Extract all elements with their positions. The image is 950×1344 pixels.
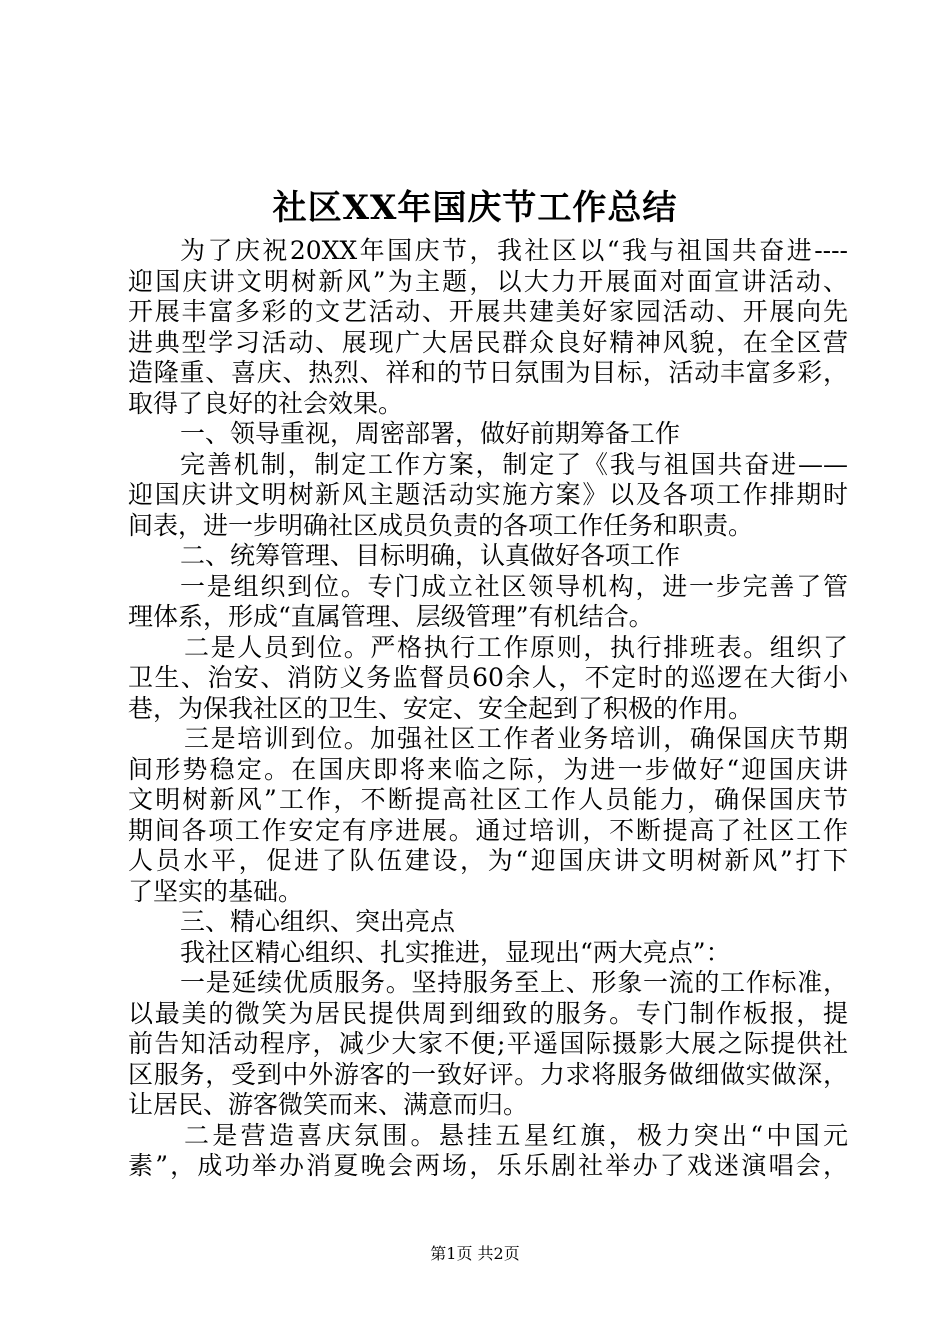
paragraph-line: 文明树新风”工作，不断提高社区工作人员能力，确保国庆节	[128, 785, 848, 814]
paragraph-line: 巷，为保我社区的卫生、安定、安全起到了积极的作用。	[128, 693, 754, 723]
paragraph-line: 间形势稳定。在国庆即将来临之际，为进一步做好“迎国庆讲	[128, 754, 848, 784]
paragraph-line: 三是培训到位。加强社区工作者业务培训，确保国庆节期	[184, 724, 848, 753]
paragraph-line: 二是人员到位。严格执行工作原则，执行排班表。组织了	[184, 632, 848, 662]
section-heading: 一、领导重视，周密部署，做好前期筹备工作	[180, 419, 681, 448]
paragraph-line: 间表，进一步明确社区成员负责的各项工作任务和职责。	[128, 510, 754, 540]
document-body	[128, 236, 848, 1182]
paragraph-line: 理体系，形成“直属管理、层级管理”有机结合。	[128, 602, 654, 631]
paragraph-line: 以最美的微笑为居民提供周到细致的服务。专门制作板报，提	[128, 998, 848, 1028]
paragraph-line: 区服务，受到中外游客的一致好评。力求将服务做细做实做深，	[128, 1059, 848, 1089]
paragraph-line: 期间各项工作安定有序进展。通过培训，不断提高了社区工作	[128, 815, 848, 845]
section-heading: 三、精心组织、突出亮点	[180, 907, 456, 936]
paragraph-line: 开展丰富多彩的文艺活动、开展共建美好家园活动、开展向先	[128, 297, 848, 326]
paragraph-line: 造隆重、喜庆、热烈、祥和的节日氛围为目标，活动丰富多彩，	[128, 358, 848, 387]
paragraph-line: 一是组织到位。专门成立社区领导机构，进一步完善了管	[180, 571, 848, 601]
paragraph-line: 了坚实的基础。	[128, 876, 304, 906]
page-number: 第1页 共2页	[430, 1244, 520, 1263]
paragraph-line: 卫生、治安、消防义务监督员60余人，不定时的巡逻在大街小	[128, 663, 848, 692]
paragraph-line: 取得了良好的社会效果。	[128, 388, 404, 418]
paragraph-line: 二是营造喜庆氛围。悬挂五星红旗，极力突出“中国元	[184, 1120, 848, 1150]
paragraph-line: 人员水平，促进了队伍建设，为“迎国庆讲文明树新风”打下	[128, 846, 848, 875]
paragraph-line: 一是延续优质服务。坚持服务至上、形象一流的工作标准，	[180, 968, 848, 997]
paragraph-line: 让居民、游客微笑而来、满意而归。	[128, 1090, 529, 1119]
paragraph-line: 进典型学习活动、展现广大居民群众良好精神风貌，在全区营	[128, 327, 848, 357]
paragraph-line: 迎国庆讲文明树新风主题活动实施方案》以及各项工作排期时	[128, 480, 848, 509]
paragraph-line: 迎国庆讲文明树新风”为主题，以大力开展面对面宣讲活动、	[128, 266, 848, 296]
paragraph-line: 完善机制，制定工作方案，制定了《我与祖国共奋进——	[180, 449, 848, 479]
paragraph-line: 前告知活动程序，减少大家不便;平遥国际摄影大展之际提供社	[128, 1029, 848, 1058]
paragraph-line: 为了庆祝20XX年国庆节，我社区以“我与祖国共奋进----	[180, 236, 848, 265]
paragraph-line: 我社区精心组织、扎实推进，显现出“两大亮点”：	[180, 937, 731, 967]
section-heading: 二、统筹管理、目标明确，认真做好各项工作	[180, 541, 681, 570]
document-title: 社区XX年国庆节工作总结	[272, 188, 678, 228]
paragraph-line: 素”，成功举办消夏晚会两场，乐乐剧社举办了戏迷演唱会，	[128, 1151, 848, 1180]
